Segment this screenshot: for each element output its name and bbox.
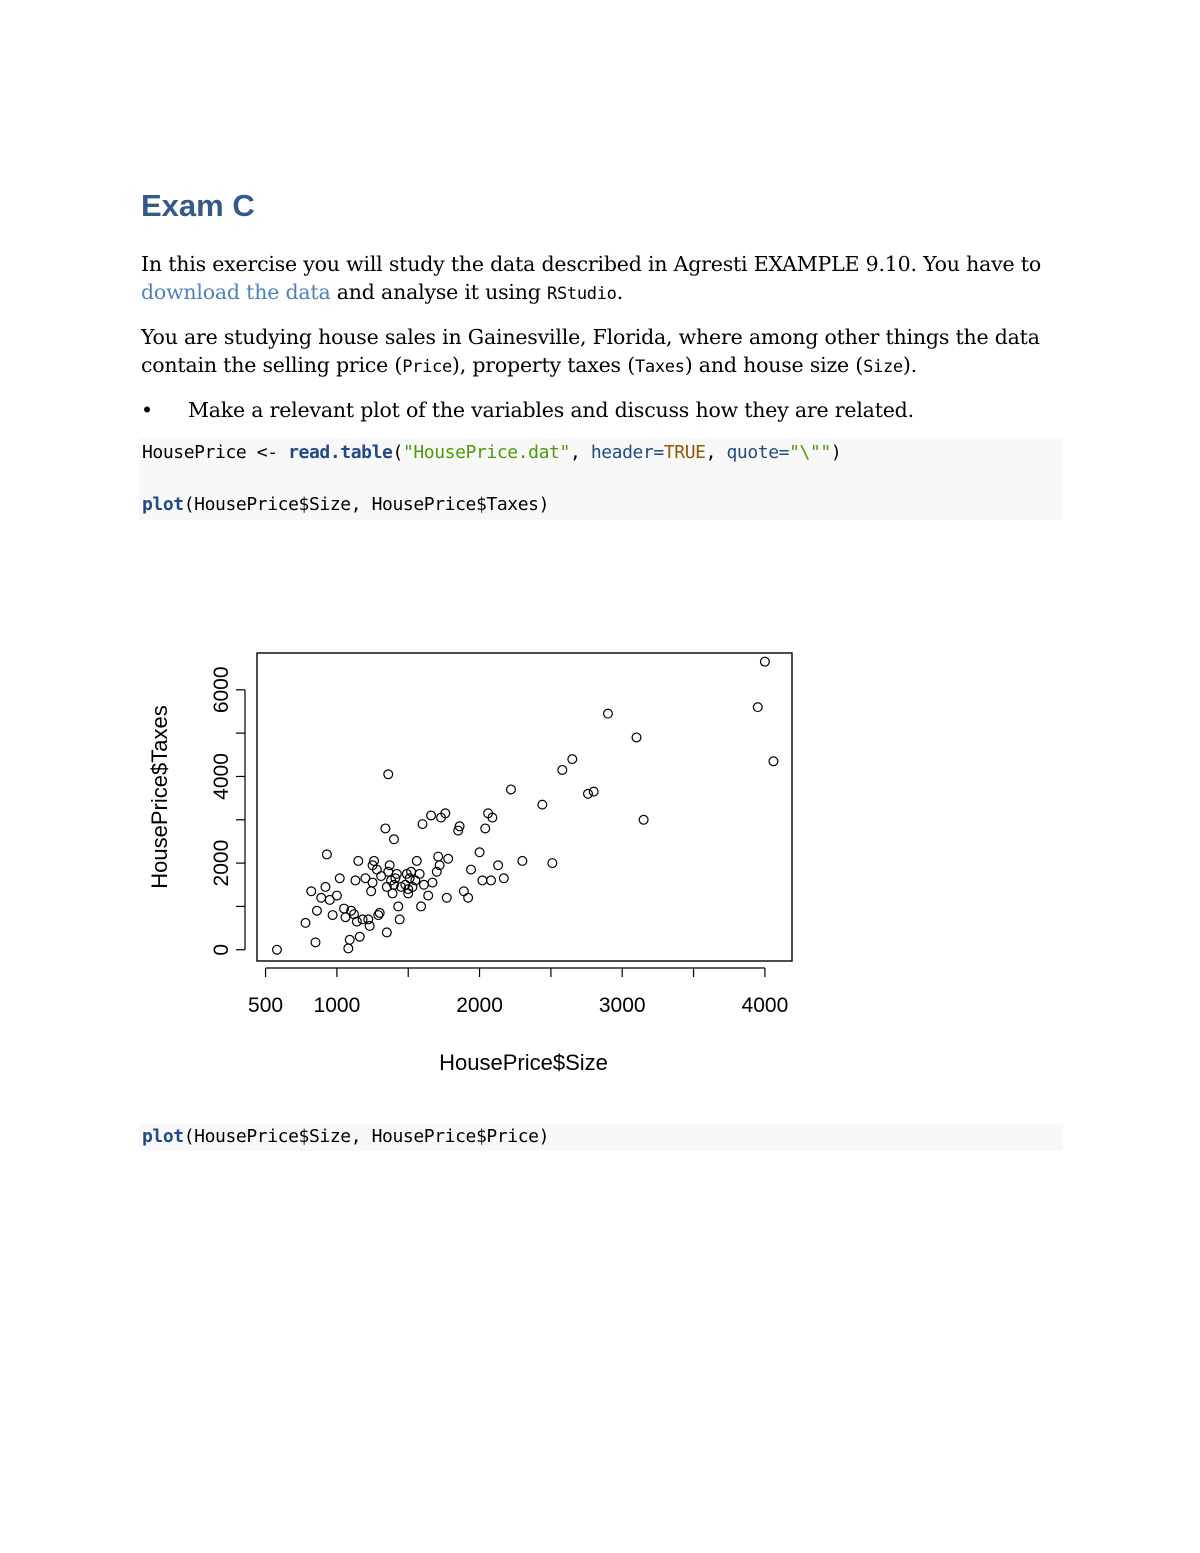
code-line-plot-price [142,1124,549,1150]
data-point [558,766,567,775]
data-point [444,854,453,863]
data-point [604,709,613,718]
data-point [382,928,391,937]
data-point [390,835,399,844]
data-point [467,865,476,874]
data-point [364,915,373,924]
data-point [317,893,326,902]
y-tick-label: 2000 [210,839,233,887]
code-token: ) [830,442,842,463]
size-inline-code: Size [863,357,903,377]
code-token: (HousePrice$Size, HousePrice$Taxes) [183,494,550,515]
data-point [584,789,593,798]
code-string-quote: "\"" [789,442,831,463]
price-inline-code: Price [402,357,452,377]
data-point [427,811,436,820]
x-tick-label: 500 [248,994,284,1017]
data-point [355,932,364,941]
x-tick-label: 3000 [598,994,646,1017]
scatter-plot-size-taxes [140,640,820,1090]
data-point [394,902,403,911]
x-tick-label: 2000 [456,994,503,1017]
data-point [345,935,354,944]
x-axis-title: HousePrice$Size [439,1050,608,1075]
data-point [417,902,426,911]
data-point [352,917,361,926]
data-point [388,889,397,898]
data-point [351,876,360,885]
data-point [769,757,778,766]
y-axis-title: HousePrice$Taxes [147,705,172,889]
code-arg-quote: quote= [726,442,790,463]
data-point [273,945,282,954]
code-function-plot: plot [142,494,184,515]
intro-text-3: . [616,280,623,304]
description-paragraph [141,323,1041,381]
data-point [321,883,330,892]
code-line-plot-taxes [142,492,549,518]
data-point [487,876,496,885]
data-point [499,874,508,883]
data-point [415,870,424,879]
rstudio-inline-code: RStudio [547,284,617,304]
data-point [434,852,443,861]
data-point [368,878,377,887]
data-point [464,893,473,902]
data-point [344,944,353,953]
data-point [311,938,320,947]
code-token: , [569,442,591,463]
data-point [412,857,421,866]
data-point [639,815,648,824]
bullet-marker: • [141,398,153,422]
code-token: HousePrice <- [142,442,289,463]
intro-text-2: and analyse it using [330,280,548,304]
data-point [301,918,310,927]
code-block-2 [139,1124,1063,1151]
page-title: Exam C [141,188,255,223]
data-point [354,857,363,866]
bullet-text: Make a relevant plot of the variables and discuss how they are related. [188,398,914,422]
code-line-read-table [142,440,841,466]
data-point [335,874,344,883]
data-point [760,657,769,666]
x-tick-label: 1000 [313,994,361,1017]
code-string-filename: "HousePrice.dat" [402,442,570,463]
data-point [442,893,451,902]
data-point [395,915,404,924]
code-function-plot: plot [142,1126,184,1147]
data-point [589,787,598,796]
intro-paragraph [141,250,1041,308]
data-point [518,857,527,866]
data-point [632,733,641,742]
data-point [428,878,437,887]
code-constant-true: TRUE [663,442,706,463]
code-token: , [705,442,727,463]
code-block-1 [139,438,1063,520]
desc-text-4: ). [902,353,917,377]
y-tick-label: 4000 [210,753,233,800]
download-data-link[interactable]: download the data [141,280,331,304]
code-function-read-table: read.table [288,442,393,463]
data-point [478,876,487,885]
taxes-inline-code: Taxes [635,357,685,377]
data-point [384,770,393,779]
data-point [420,880,429,889]
data-point [328,911,337,920]
code-arg-header: header= [590,442,664,463]
data-point [494,861,503,870]
data-point [568,755,577,764]
data-point [753,703,762,712]
x-tick-label: 4000 [741,994,789,1017]
desc-text-1: You are studying house sales in Gainesville, Florida, where among other things the data contain the selling price ( [141,325,1040,377]
data-point [385,861,394,870]
data-point [475,848,484,857]
data-point [459,887,468,896]
data-point [323,850,332,859]
code-token: ( [392,442,403,463]
data-point [367,887,376,896]
desc-text-2: ), property taxes ( [451,353,635,377]
desc-text-3: ) and house size ( [684,353,864,377]
data-point [538,800,547,809]
y-tick-label: 6000 [210,666,233,714]
code-token: (HousePrice$Size, HousePrice$Price) [183,1126,550,1147]
intro-text-1: In this exercise you will study the data described in Agresti EXAMPLE 9.10. You have to [141,252,1041,276]
data-point [481,824,490,833]
data-point [365,922,374,931]
data-point [313,906,322,915]
y-tick-label: 0 [210,943,233,956]
data-point [381,824,390,833]
data-point [548,859,557,868]
data-point [507,785,516,794]
data-point [332,891,341,900]
data-point [418,820,427,829]
data-point [424,891,433,900]
data-point [375,909,384,918]
data-point [307,887,316,896]
data-point [384,867,393,876]
